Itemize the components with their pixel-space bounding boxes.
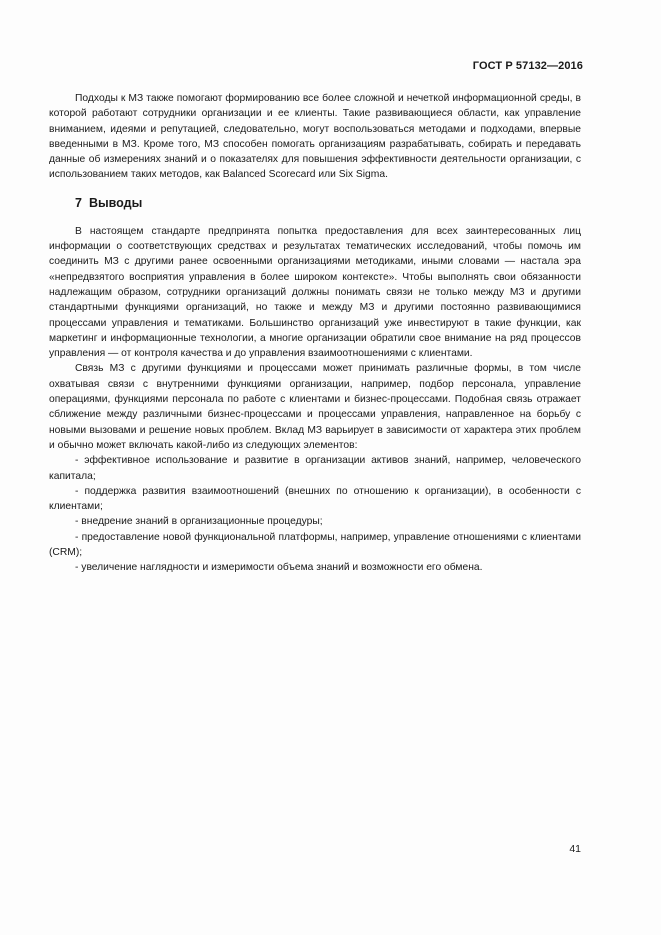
list-item: - внедрение знаний в организационные процедуры; — [75, 516, 323, 528]
section-heading — [49, 195, 581, 211]
body-paragraph: Связь МЗ с другими функциями и процессами может принимать различные формы, в том числе охватывая связи с внутренними функциями организации, например, подбор персонала, управление операциями, функциями персонала по работе с клиентами и бизнес-процессами. Подобная связь отражает сближение между различными бизнес-процессами и процессами управления, направленное на борьбу с новыми вызовами и решение новых проблем. Вклад МЗ варьирует в зависимости от характера этих проблем и обычно может включать какой-либо из следующих элементов: — [49, 363, 581, 451]
list-item: - предоставление новой функциональной платформы, например, управление отношениями с клиентами (CRM); — [49, 531, 581, 559]
page-number: 41 — [569, 843, 581, 855]
list-item: - эффективное использование и развитие в организации активов знаний, например, человеческого капитала; — [49, 455, 581, 482]
page-content — [49, 91, 581, 576]
body-paragraph: Подходы к МЗ также помогают формированию все более сложной и нечеткой информационной среды, в которой работают сотрудники организации и ее клиенты. Такие развивающиеся области, как управление вниманием, идеями и репутацией, следовательно, могут воспользоваться методами и подходами, впервые введенными в МЗ. Кроме того, МЗ способен помогать организациям разрабатывать, собирать и передавать данные об измерениях знаний и о показателях для повышения эффективности деятельности организации, с использованием таких методов, как Balanced Scorecard или Six Sigma. — [49, 93, 581, 181]
section-title: Выводы — [88, 195, 143, 210]
list-item: - увеличение наглядности и измеримости объема знаний и возможности его обмена. — [75, 562, 483, 574]
body-paragraph: В настоящем стандарте предпринята попытка предоставления для всех заинтересованных лиц информации о соответствующих средствах и результатах тематических исследований, чтобы помочь им соединить МЗ с другими ранее освоенными организациями методиками, иными словами — настала эра «непредвзятого восприятия управления в более широком контексте». Чтобы выполнять свои обязанности надлежащим образом, сотрудники организаций должны понимать связи не только между МЗ и другими стандартными функциями организаций, но также и между МЗ и другими постоянно развивающимися процессами управления и тематиками. Большинство организаций уже инвестируют в такие функции, как маркетинг и информационные технологии, а многие организации обратили свое внимание на ряд процессов управления — от контроля качества и до управления взаимоотношениями с клиентами. — [49, 225, 581, 360]
section-number: 7 — [75, 195, 82, 210]
document-code-header: ГОСТ Р 57132—2016 — [472, 60, 583, 72]
list-item: - поддержка развития взаимоотношений (внешних по отношению к организации), в особенности с клиентами; — [49, 485, 581, 513]
